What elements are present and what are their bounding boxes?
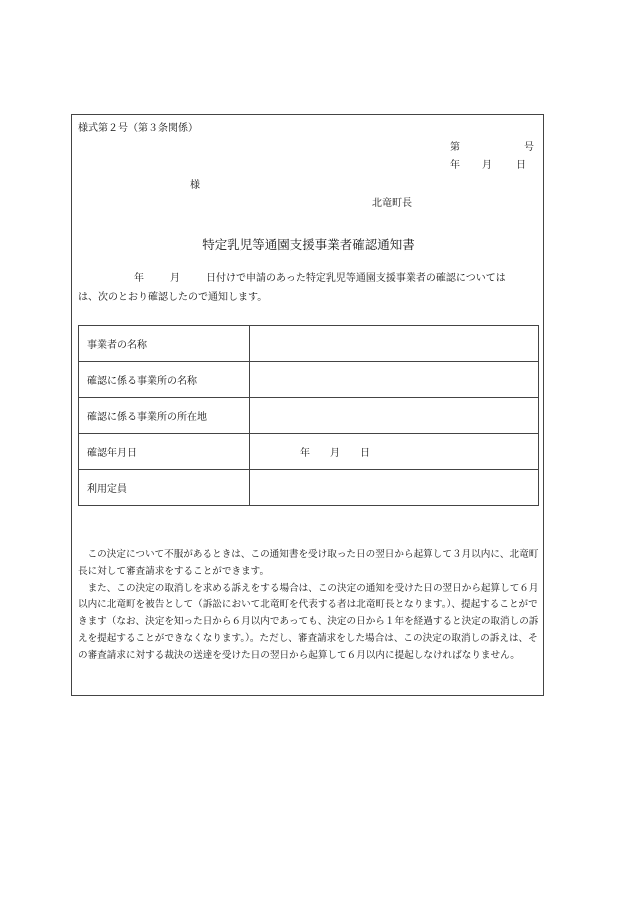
row-label: 事業者の名称: [79, 326, 250, 362]
intro-text: 日付けで申請のあった特定乳児等通園支援事業者の確認については: [206, 273, 506, 284]
intro-month: 月: [170, 273, 180, 284]
date-month: 月: [482, 160, 492, 171]
number-gou: 号: [524, 142, 534, 153]
appeal-notes: [78, 547, 540, 665]
row-value: [250, 398, 539, 434]
row-value: 年 月 日: [250, 434, 539, 470]
note-paragraph: この決定について不服があるときは、この通知書を受け取った日の翌日から起算して３月以内に、北竜町長に対して審査請求をすることができます。: [78, 549, 539, 577]
table-row: [79, 398, 539, 434]
addressee-suffix: 様: [190, 180, 200, 191]
intro-text-line2: は、次のとおり確認したので通知します。: [78, 292, 268, 303]
row-label: 確認年月日: [79, 434, 250, 470]
form-frame: [71, 114, 544, 696]
row-value: [250, 470, 539, 506]
date-day: 日: [516, 160, 526, 171]
row-label: 確認に係る事業所の名称: [79, 362, 250, 398]
note-paragraph: また、この決定の取消しを求める訴えをする場合は、この決定の通知を受けた日の翌日から起算して６月以内に北竜町を被告として（訴訟において北竜町を代表する者は北竜町長となります。）、提起することができます（なお、決定を知った日から６月以内であっても、決定の日から１年を経過すると決定の取消しの訴えを提起することができなくなります。）。ただし、審査請求をした場合は、この決定の取消しの訴えは、その審査請求に対する裁決の送達を受けた日の翌日から起算して６月以内に提起しなければなりません。: [78, 582, 539, 661]
row-value: [250, 326, 539, 362]
date-year: 年: [450, 160, 460, 171]
table-row: [79, 362, 539, 398]
row-value: [250, 362, 539, 398]
issuer: 北竜町長: [372, 198, 412, 209]
intro-year: 年: [134, 273, 144, 284]
form-number: 様式第２号（第３条関係）: [78, 123, 198, 134]
table-row: [79, 326, 539, 362]
row-label: 利用定員: [79, 470, 250, 506]
table-row: [79, 470, 539, 506]
number-dai: 第: [450, 142, 460, 153]
info-table: [78, 325, 539, 506]
document-title: 特定乳児等通園支援事業者確認通知書: [202, 237, 415, 252]
table-row: [79, 434, 539, 470]
row-label: 確認に係る事業所の所在地: [79, 398, 250, 434]
